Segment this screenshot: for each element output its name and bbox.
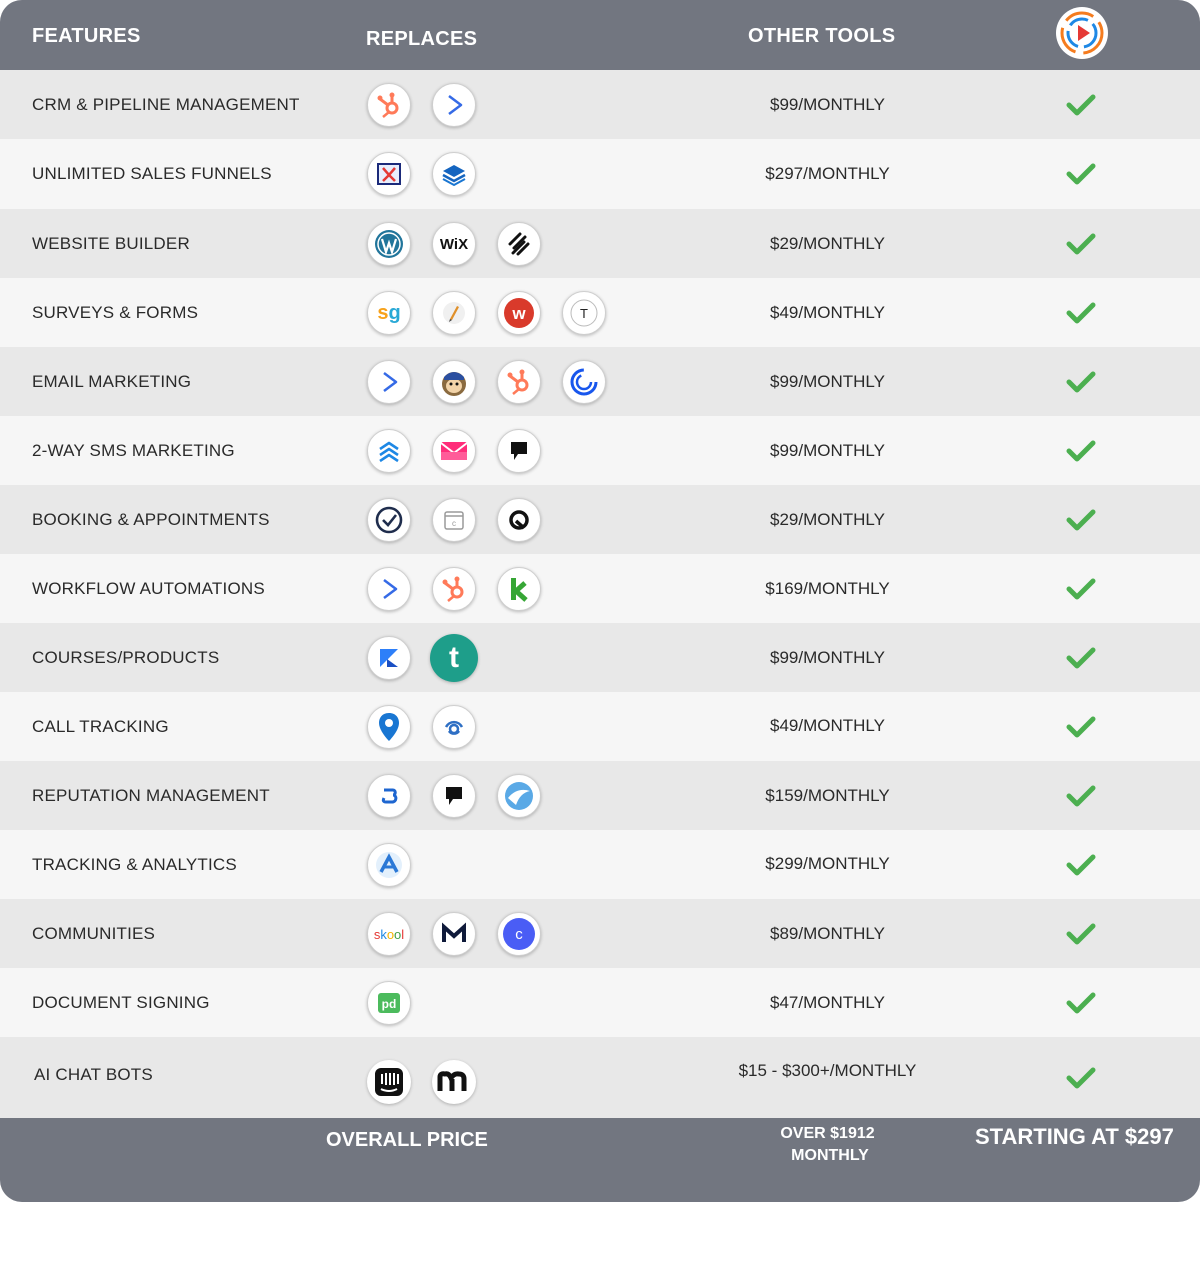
table-row (0, 761, 1200, 830)
other-tools-price: $29/MONTHLY (770, 510, 885, 529)
mighty-icon (432, 912, 476, 956)
checkmark-icon (1066, 853, 1096, 877)
starting-price: STARTING AT $297 (975, 1124, 1174, 1149)
feature-label: SURVEYS & FORMS (32, 303, 199, 322)
other-tools-price: $159/MONTHLY (765, 786, 890, 805)
feature-label: AI CHAT BOTS (34, 1065, 153, 1084)
feature-label: 2-WAY SMS MARKETING (32, 441, 235, 460)
checkmark-icon (1066, 577, 1096, 601)
table-footer (0, 1118, 1200, 1202)
checkmark-icon (1066, 508, 1096, 532)
feature-label: COURSES/PRODUCTS (32, 648, 220, 667)
table-row (0, 968, 1200, 1037)
layers-icon (432, 152, 476, 196)
table-row (0, 416, 1200, 485)
feature-label: COMMUNITIES (32, 924, 156, 943)
circle-icon (497, 912, 541, 956)
svg-text:pd: pd (381, 997, 397, 1011)
overall-price-label: OVERALL PRICE (326, 1129, 488, 1151)
hubspot-icon (497, 360, 541, 404)
location-pin-icon (367, 705, 411, 749)
other-tools-price: $99/MONTHLY (770, 441, 885, 460)
feature-label: WEBSITE BUILDER (32, 234, 190, 253)
table-row (0, 830, 1200, 899)
other-tools-price: $169/MONTHLY (765, 579, 890, 598)
constantcontact-icon (562, 360, 606, 404)
checkmark-icon (1066, 439, 1096, 463)
manychat-icon (432, 1060, 476, 1104)
other-tools-price: $99/MONTHLY (770, 648, 885, 667)
table-row (0, 899, 1200, 968)
other-tools-price: $99/MONTHLY (770, 372, 885, 391)
checkmark-circle-icon (367, 498, 411, 542)
table-row (0, 1037, 1200, 1118)
checkmark-icon (1066, 370, 1096, 394)
table-row (0, 139, 1200, 209)
pandadoc-icon (367, 981, 411, 1025)
feature-label: REPUTATION MANAGEMENT (32, 786, 270, 805)
teachable-icon: t (430, 634, 478, 682)
checkmark-icon (1066, 784, 1096, 808)
swirl-icon (497, 774, 541, 818)
kajabi-icon (367, 636, 411, 680)
analytics-icon (367, 843, 411, 887)
checkmark-icon (1066, 991, 1096, 1015)
checkmark-icon (1066, 1066, 1096, 1090)
feature-label: TRACKING & ANALYTICS (32, 855, 237, 874)
table-row (0, 485, 1200, 554)
podium-icon (497, 429, 541, 473)
table-row (0, 554, 1200, 623)
callrail-icon (432, 705, 476, 749)
table-row (0, 623, 1200, 692)
table-row (0, 347, 1200, 416)
replaces-header: REPLACES (366, 28, 478, 50)
checkmark-icon (1066, 646, 1096, 670)
other-tools-header: OTHER TOOLS (748, 25, 896, 47)
wufoo-icon (497, 291, 541, 335)
feature-label: CRM & PIPELINE MANAGEMENT (32, 95, 300, 114)
brand-logo-icon (1056, 7, 1108, 59)
table-header (0, 0, 1200, 70)
mailchimp-icon (432, 360, 476, 404)
surveygizmo-icon: sg (367, 291, 411, 335)
svg-text:c: c (452, 519, 456, 528)
feature-label: BOOKING & APPOINTMENTS (32, 510, 270, 529)
feature-label: UNLIMITED SALES FUNNELS (32, 164, 272, 183)
clickfunnels-icon (367, 152, 411, 196)
svg-text:w: w (512, 304, 526, 323)
intercom-icon (367, 1060, 411, 1104)
acuity-icon (497, 498, 541, 542)
other-tools-total-line2: MONTHLY (791, 1147, 869, 1164)
checkmark-icon (1066, 922, 1096, 946)
other-tools-price: $47/MONTHLY (770, 993, 885, 1012)
checkmark-icon (1066, 715, 1096, 739)
chevrons-up-icon (367, 429, 411, 473)
checkmark-icon (1066, 232, 1096, 256)
svg-text:c: c (515, 926, 523, 943)
feature-label: EMAIL MARKETING (32, 372, 192, 391)
other-tools-price: $49/MONTHLY (770, 303, 885, 322)
envelope-icon (432, 429, 476, 473)
table-row (0, 209, 1200, 278)
typeform-icon (562, 291, 606, 335)
table-row (0, 278, 1200, 347)
other-tools-price: $49/MONTHLY (770, 716, 885, 735)
pen-icon (432, 291, 476, 335)
other-tools-price: $299/MONTHLY (765, 854, 890, 873)
checkmark-icon (1066, 301, 1096, 325)
svg-text:T: T (580, 306, 588, 321)
table-row (0, 692, 1200, 761)
table-row (0, 70, 1200, 139)
activecampaign-icon (432, 83, 476, 127)
other-tools-price: $15 - $300+/MONTHLY (738, 1061, 917, 1080)
other-tools-price: $99/MONTHLY (770, 95, 885, 114)
features-header: FEATURES (32, 25, 141, 47)
keap-icon (497, 567, 541, 611)
hubspot-icon (432, 567, 476, 611)
checkmark-icon (1066, 93, 1096, 117)
other-tools-price: $297/MONTHLY (765, 164, 890, 183)
hubspot-icon (367, 83, 411, 127)
feature-label: WORKFLOW AUTOMATIONS (32, 579, 265, 598)
feature-label: CALL TRACKING (32, 717, 169, 736)
wix-icon: WiX (432, 222, 476, 266)
other-tools-price: $89/MONTHLY (770, 924, 885, 943)
skool-icon: skool (367, 912, 411, 956)
activecampaign-icon (367, 360, 411, 404)
squarespace-icon (497, 222, 541, 266)
activecampaign-icon (367, 567, 411, 611)
wordpress-icon (367, 222, 411, 266)
checkmark-icon (1066, 162, 1096, 186)
feature-label: DOCUMENT SIGNING (32, 993, 210, 1012)
other-tools-total-line1: OVER $1912 (780, 1125, 875, 1142)
other-tools-price: $29/MONTHLY (770, 234, 885, 253)
podium-icon (432, 774, 476, 818)
calendar-icon (432, 498, 476, 542)
birdeye-icon (367, 774, 411, 818)
